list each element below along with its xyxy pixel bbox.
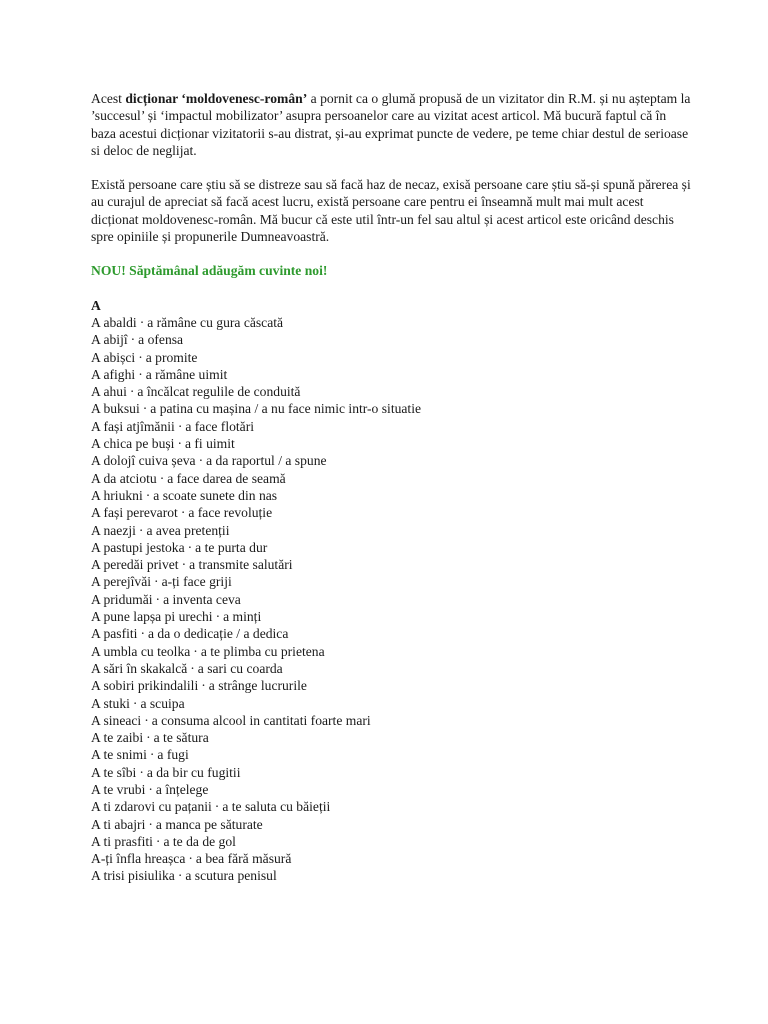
entry-separator: · xyxy=(145,487,151,503)
entry-term: A ti zdarovi cu pațanii xyxy=(91,799,212,815)
entry-term: A sobiri prikindalili xyxy=(91,678,199,694)
entry-separator: · xyxy=(144,712,149,728)
entry-term: A da atciotu xyxy=(91,470,157,486)
dictionary-entry xyxy=(91,695,691,712)
entry-meaning: a rămâne cu gura căscată xyxy=(147,314,284,330)
dictionary-entry xyxy=(91,660,691,677)
entry-meaning: a minți xyxy=(223,609,262,625)
entry-separator: · xyxy=(148,816,153,832)
entry-meaning: a promite xyxy=(145,349,198,365)
dictionary-entry xyxy=(91,487,691,504)
entry-separator: · xyxy=(139,314,145,330)
entry-separator: · xyxy=(193,643,198,659)
entry-meaning: a face revoluție xyxy=(188,505,273,521)
dictionary-entry xyxy=(91,746,691,763)
entry-term: A abijî xyxy=(91,332,128,348)
entry-separator: · xyxy=(214,799,220,815)
entry-meaning: a scoate sunete din nas xyxy=(153,487,278,503)
entry-meaning: a face darea de seamă xyxy=(167,470,286,486)
entry-term: A naezji xyxy=(91,522,136,538)
entry-separator: · xyxy=(154,574,159,590)
entry-term: A trisi pisiulika xyxy=(91,868,175,884)
dictionary-entry xyxy=(91,729,691,746)
entry-meaning: a te da de gol xyxy=(163,833,236,849)
entry-meaning: a da bir cu fugitii xyxy=(146,764,241,780)
entry-separator: · xyxy=(180,505,186,521)
dictionary-entry xyxy=(91,314,691,331)
dictionary-entry xyxy=(91,539,691,556)
entry-meaning: a rămâne uimit xyxy=(145,366,228,382)
dictionary-entry xyxy=(91,833,691,850)
dictionary-title: dicționar ‘moldovenesc-român’ xyxy=(125,91,308,106)
entry-term: A-ți înfla hreașca xyxy=(91,851,186,867)
entry-term: A sări în skakalcă xyxy=(91,660,188,676)
dictionary-entry xyxy=(91,522,691,539)
entry-separator: · xyxy=(139,764,144,780)
dictionary-entry xyxy=(91,573,691,590)
entry-meaning: a manca pe săturate xyxy=(155,816,263,832)
entry-meaning: a consuma alcool in cantitati foarte mari xyxy=(151,712,371,728)
intro-p1-rest: a pornit ca o glumă propusă de un vizitator din R.M. și nu așteptam la ’succesul’ și ‘impactul mobilizator’ asupra persoanelor care au vizitat acest articol. Mă bucură faptul că în baza acestui dicționar vizitatorii s-au distrat, și-au exprimat puncte de vedere, pe teme chiar destul de serioase si deloc de neglijat. xyxy=(91,91,691,158)
entry-term: A te sîbi xyxy=(91,764,137,780)
entry-meaning: a scutura penisul xyxy=(185,868,277,884)
entry-meaning: a te saluta cu băieții xyxy=(222,799,331,815)
entry-meaning: a te plimba cu prietena xyxy=(200,643,325,659)
entry-term: A abișci xyxy=(91,349,136,365)
entry-term: A sineaci xyxy=(91,712,142,728)
dictionary-entry xyxy=(91,781,691,798)
dictionary-entry xyxy=(91,435,691,452)
entry-separator: · xyxy=(215,609,221,625)
entry-meaning: a fugi xyxy=(157,747,189,763)
entry-separator: · xyxy=(132,695,138,711)
entry-term: A te vrubi xyxy=(91,781,146,797)
dictionary-entry xyxy=(91,798,691,815)
dictionary-entry xyxy=(91,591,691,608)
entry-separator: · xyxy=(187,539,193,555)
entry-separator: · xyxy=(149,747,155,763)
entry-term: A buksui xyxy=(91,401,140,417)
entry-separator: · xyxy=(201,678,206,694)
entry-meaning: a avea pretenții xyxy=(146,522,230,538)
dictionary-entry xyxy=(91,504,691,521)
dictionary-entries-list xyxy=(91,314,691,885)
entry-meaning: a te purta dur xyxy=(195,539,268,555)
entry-separator: · xyxy=(190,660,195,676)
entry-separator: · xyxy=(146,730,151,746)
entry-term: A ahui xyxy=(91,384,127,400)
entry-separator: · xyxy=(181,557,187,573)
entry-meaning: a strânge lucrurile xyxy=(208,678,307,694)
new-words-announcement: NOU! Săptămânal adăugăm cuvinte noi! xyxy=(91,263,328,279)
entry-term: A pastupi jestoka xyxy=(91,539,185,555)
entry-term: A chica pe buși xyxy=(91,436,175,452)
dictionary-entry xyxy=(91,349,691,366)
entry-term: A fași atjîmănii xyxy=(91,418,175,434)
entry-separator: · xyxy=(177,868,183,884)
document-page xyxy=(91,90,691,885)
dictionary-entry xyxy=(91,383,691,400)
dictionary-entry xyxy=(91,867,691,884)
entry-separator: · xyxy=(159,470,165,486)
entry-meaning: a ofensa xyxy=(138,332,184,348)
entry-meaning: a da raportul / a spune xyxy=(206,453,327,469)
entry-term: A hriukni xyxy=(91,487,143,503)
dictionary-entry xyxy=(91,608,691,625)
intro-paragraph-1 xyxy=(91,90,691,159)
dictionary-entry xyxy=(91,850,691,867)
entry-separator: · xyxy=(138,349,143,365)
entry-meaning: a bea fără măsură xyxy=(195,851,292,867)
entry-separator: · xyxy=(138,366,143,382)
dictionary-entry xyxy=(91,452,691,469)
entry-term: A stuki xyxy=(91,695,130,711)
entry-separator: · xyxy=(142,401,148,417)
entry-term: A umbla cu teolka xyxy=(91,643,191,659)
entry-meaning: a inventa ceva xyxy=(163,591,241,607)
dictionary-entry xyxy=(91,418,691,435)
entry-meaning: a încălcat regulile de conduită xyxy=(137,384,301,400)
entry-separator: · xyxy=(177,436,182,452)
entry-meaning: a fi uimit xyxy=(184,436,235,452)
dictionary-entry xyxy=(91,764,691,781)
entry-separator: · xyxy=(188,851,193,867)
dictionary-entry xyxy=(91,816,691,833)
entry-meaning: a da o dedicație / a dedica xyxy=(147,626,289,642)
dictionary-entry xyxy=(91,366,691,383)
entry-separator: · xyxy=(148,781,153,797)
entry-term: A afighi xyxy=(91,366,136,382)
entry-term: A abaldi xyxy=(91,314,137,330)
intro-p1-start: Acest xyxy=(91,91,126,106)
dictionary-entry xyxy=(91,625,691,642)
entry-separator: · xyxy=(198,453,204,469)
entry-term: A pridumăi xyxy=(91,591,153,607)
dictionary-entry xyxy=(91,643,691,660)
entry-meaning: a te sătura xyxy=(153,730,209,746)
section-letter-heading: A xyxy=(91,297,101,313)
entry-separator: · xyxy=(130,332,136,348)
entry-term: A dolojî cuiva șeva xyxy=(91,453,196,469)
entry-separator: · xyxy=(140,626,145,642)
entry-meaning: a patina cu mașina / a nu face nimic intr-o situatie xyxy=(150,401,422,417)
entry-separator: · xyxy=(129,384,135,400)
entry-meaning: a face flotări xyxy=(185,418,255,434)
entry-term: A peredăi privet xyxy=(91,557,179,573)
entry-term: A ti prasfiti xyxy=(91,833,153,849)
entry-separator: · xyxy=(155,833,161,849)
entry-term: A ti abajri xyxy=(91,816,146,832)
entry-separator: · xyxy=(177,418,183,434)
entry-term: A pune lapșa pi urechi xyxy=(91,609,213,625)
entry-meaning: a-ți face griji xyxy=(161,574,232,590)
entry-term: A te zaibi xyxy=(91,730,144,746)
entry-term: A fași perevarot xyxy=(91,505,178,521)
entry-meaning: a transmite salutări xyxy=(189,557,293,573)
entry-separator: · xyxy=(155,591,161,607)
dictionary-entry xyxy=(91,712,691,729)
entry-meaning: a scuipa xyxy=(140,695,185,711)
intro-paragraph-2: Există persoane care știu să se distreze sau să facă haz de necaz, exisă persoane care știu să-și spună părerea și au curajul de apreciat să facă acest lucru, există persoane care pentru ei înseamnă mult mai mult acest dicționat moldovenesc-român. Mă bucur că este util într-un fel sau altul și acest articol este oricând deschis spre opiniile și propunerile Dumneavoastră. xyxy=(91,177,691,245)
dictionary-entry xyxy=(91,677,691,694)
entry-term: A te snimi xyxy=(91,747,147,763)
dictionary-entry xyxy=(91,400,691,417)
entry-separator: · xyxy=(138,522,144,538)
dictionary-entry xyxy=(91,331,691,348)
entry-meaning: a sari cu coarda xyxy=(197,660,283,676)
entry-term: A pasfiti xyxy=(91,626,138,642)
entry-term: A perejîvăi xyxy=(91,574,152,590)
dictionary-entry xyxy=(91,470,691,487)
dictionary-entry xyxy=(91,556,691,573)
entry-meaning: a înțelege xyxy=(155,781,209,797)
